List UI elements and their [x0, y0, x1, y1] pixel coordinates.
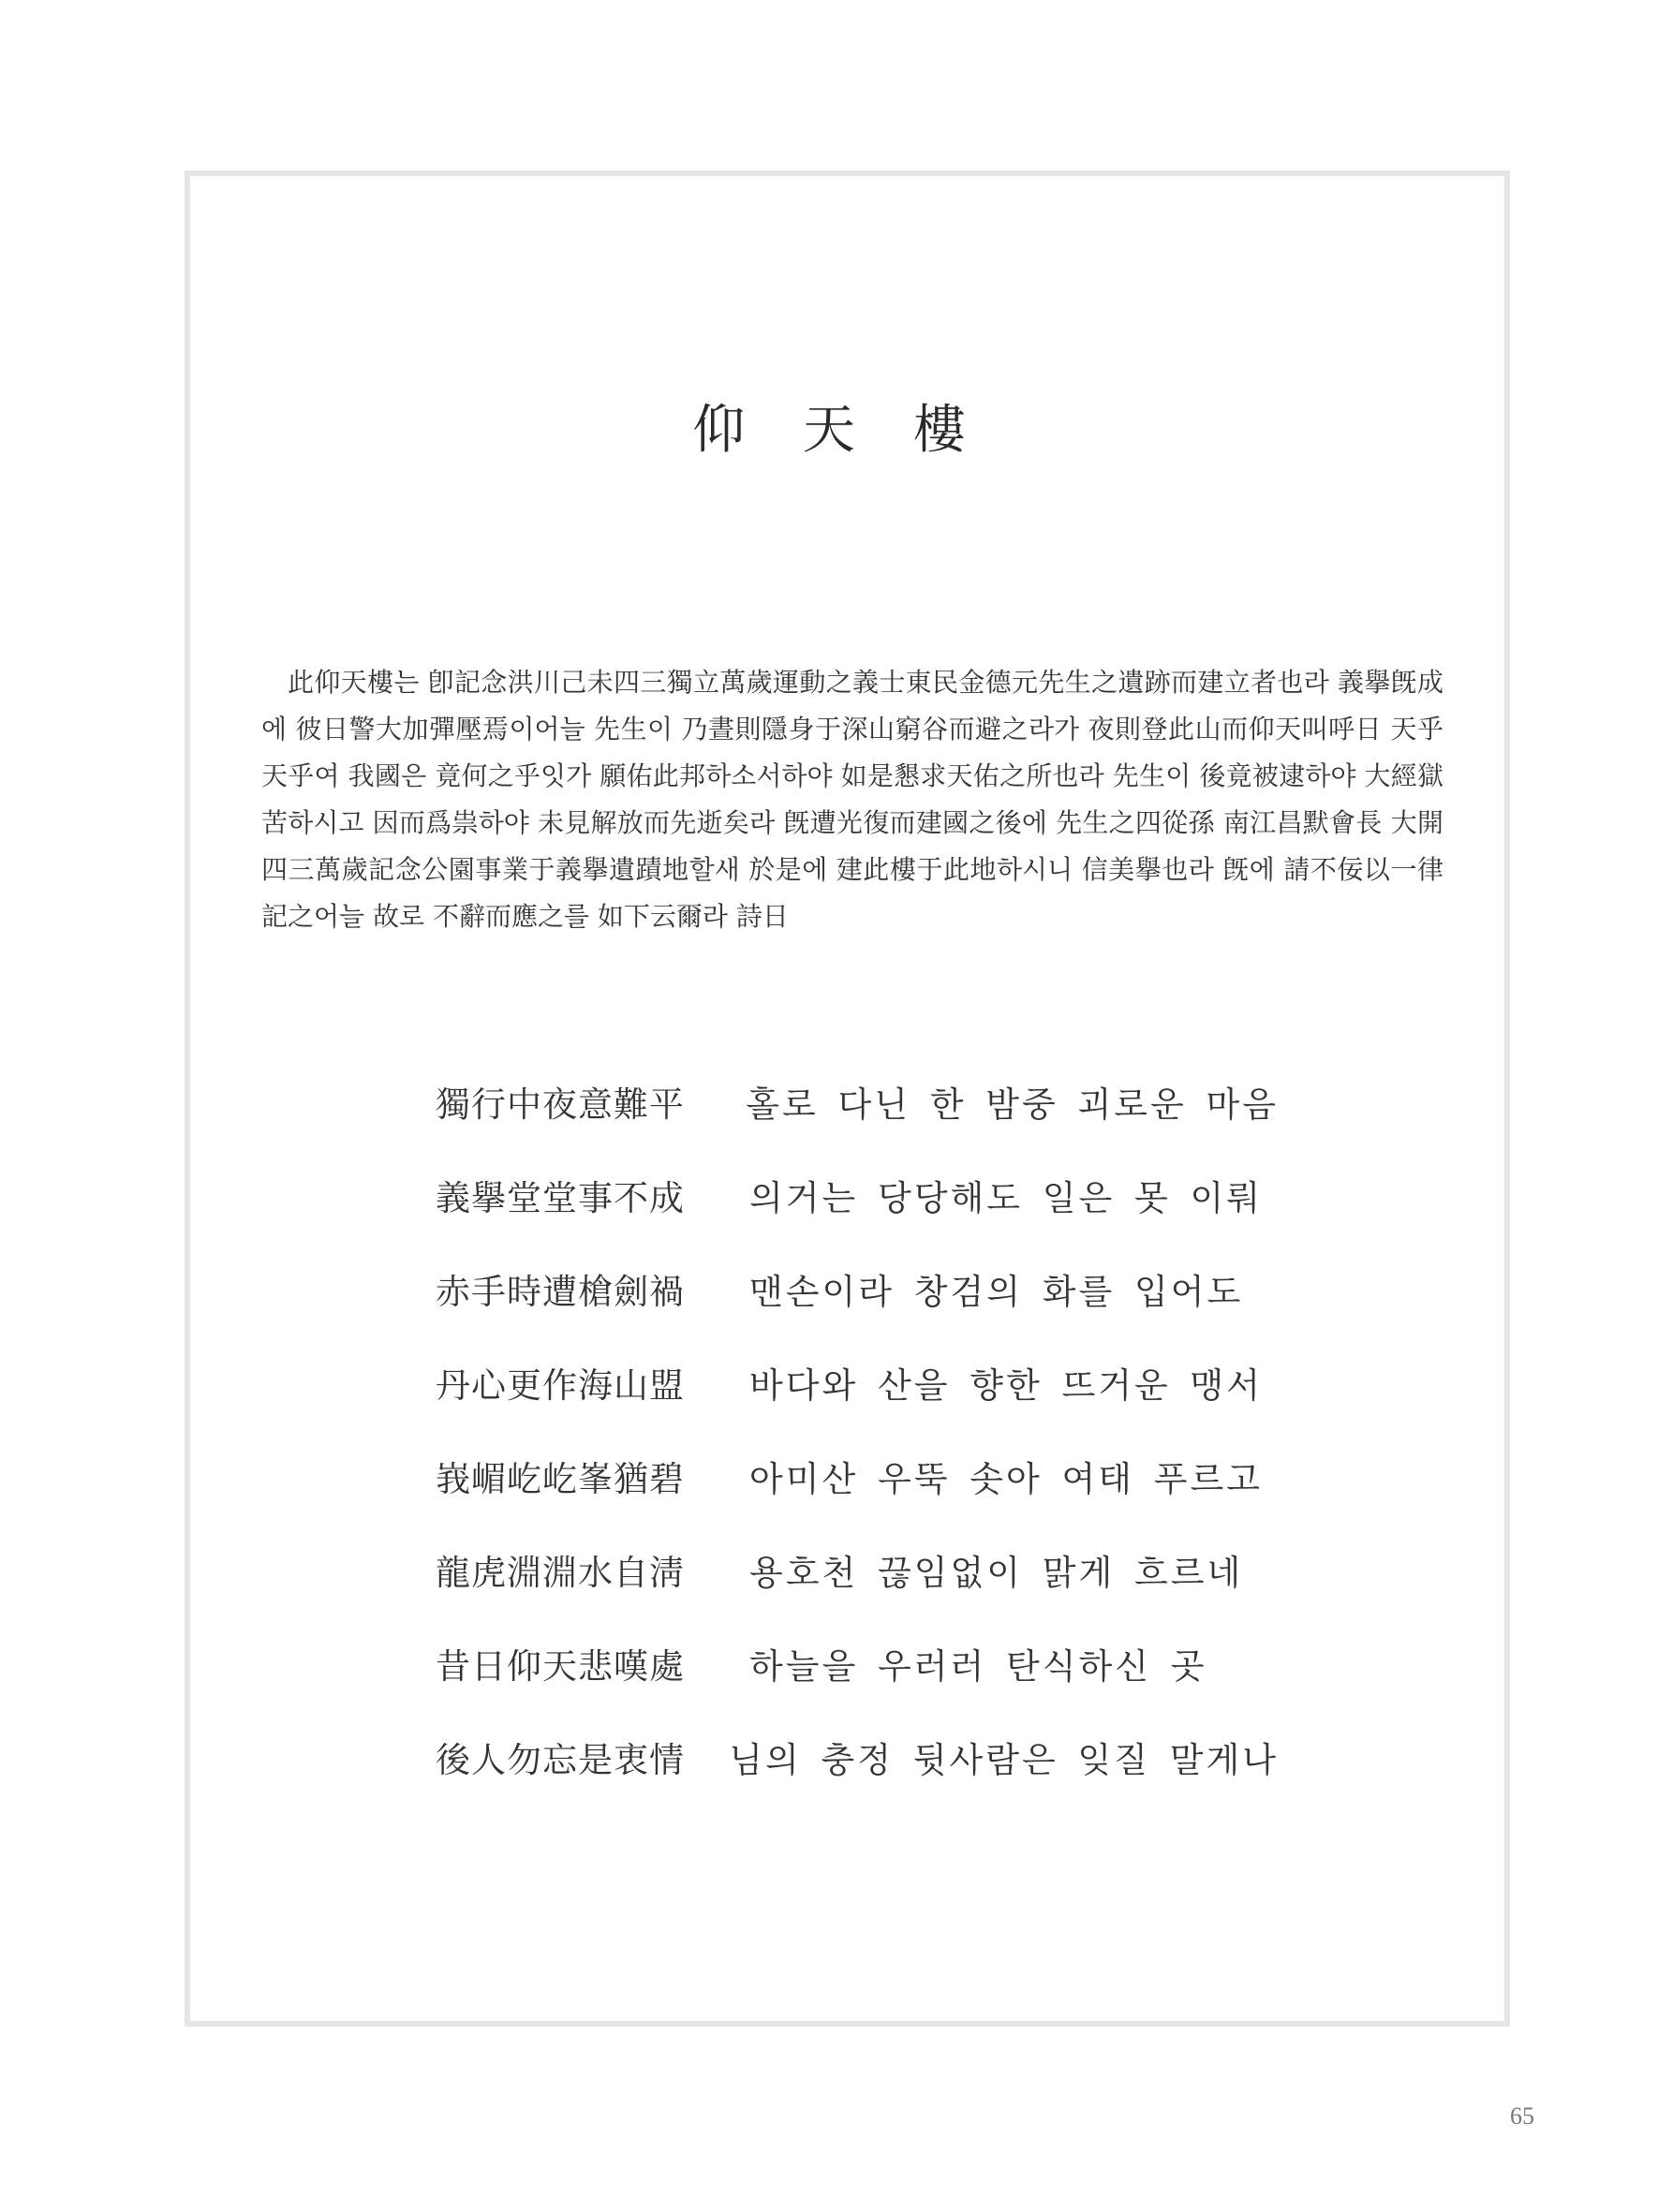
- poem-hanja: 丹心更作海山盟: [436, 1365, 685, 1406]
- poem-line: [436, 1266, 1279, 1360]
- poem-hangul: 의거는 당당해도 일은 못 이뤄: [749, 1178, 1263, 1218]
- page-number: 65: [1510, 2102, 1534, 2130]
- poem-line: [436, 1360, 1279, 1453]
- poem-hanja: 龍虎淵淵水自淸: [436, 1553, 685, 1593]
- poem-hanja: 峩嵋屹屹峯猶碧: [436, 1459, 685, 1499]
- page-title: 仰 天 樓: [692, 400, 986, 461]
- poem: [436, 1079, 1279, 1828]
- poem-hanja: 義擧堂堂事不成: [436, 1178, 685, 1218]
- poem-hangul: 하늘을 우러러 탄식하신 곳: [749, 1646, 1207, 1687]
- poem-hangul: 용호천 끊임없이 맑게 흐르네: [749, 1553, 1244, 1593]
- poem-hangul: 홀로 다닌 한 밤중 괴로운 마음: [746, 1084, 1279, 1125]
- poem-line: [436, 1641, 1279, 1734]
- poem-line: [436, 1547, 1279, 1641]
- poem-line: [436, 1734, 1279, 1828]
- preface-paragraph: 此仰天樓는 卽記念洪川己未四三獨立萬歲運動之義士東民金德元先生之遺跡而建立者也라 義擧旣成에 彼日警大加彈壓焉이어늘 先生이 乃晝則隱身于深山窮谷而避之라가 夜則登此山而仰天叫呼日 天乎天乎여 我國은 竟何之乎잇가 願佑此邦하소서하야 如是懇求天佑之所也라 先生이 後竟被逮하야 大經獄苦하시고 因而爲祟하야 未見解放而先逝矣라 旣遭光復而建國之後에 先生之四從孫 南江昌默會長 大開四三萬歲記念公園事業于義擧遺蹟地할새 於是에 建此樓于此地하시니 信美擧也라 旣에 請不佞以一律記之어늘 故로 不辭而應之를 如下云爾라 詩日: [261, 667, 1443, 932]
- poem-hangul: 바다와 산을 향한 뜨거운 맹서: [749, 1365, 1263, 1406]
- poem-hanja: 獨行中夜意難平: [436, 1084, 685, 1125]
- poem-line: [436, 1453, 1279, 1547]
- poem-hangul: 님의 충정 뒷사람은 잊질 말게나: [729, 1740, 1279, 1780]
- poem-line: [436, 1079, 1279, 1172]
- poem-hangul: 맨손이라 창검의 화를 입어도: [749, 1272, 1244, 1312]
- poem-line: [436, 1172, 1279, 1266]
- poem-hanja: 赤手時遭槍劍禍: [436, 1272, 685, 1312]
- poem-hanja: 昔日仰天悲嘆處: [436, 1646, 685, 1687]
- poem-hangul: 아미산 우뚝 솟아 여태 푸르고: [749, 1459, 1263, 1499]
- poem-hanja: 後人勿忘是衷情: [436, 1740, 685, 1780]
